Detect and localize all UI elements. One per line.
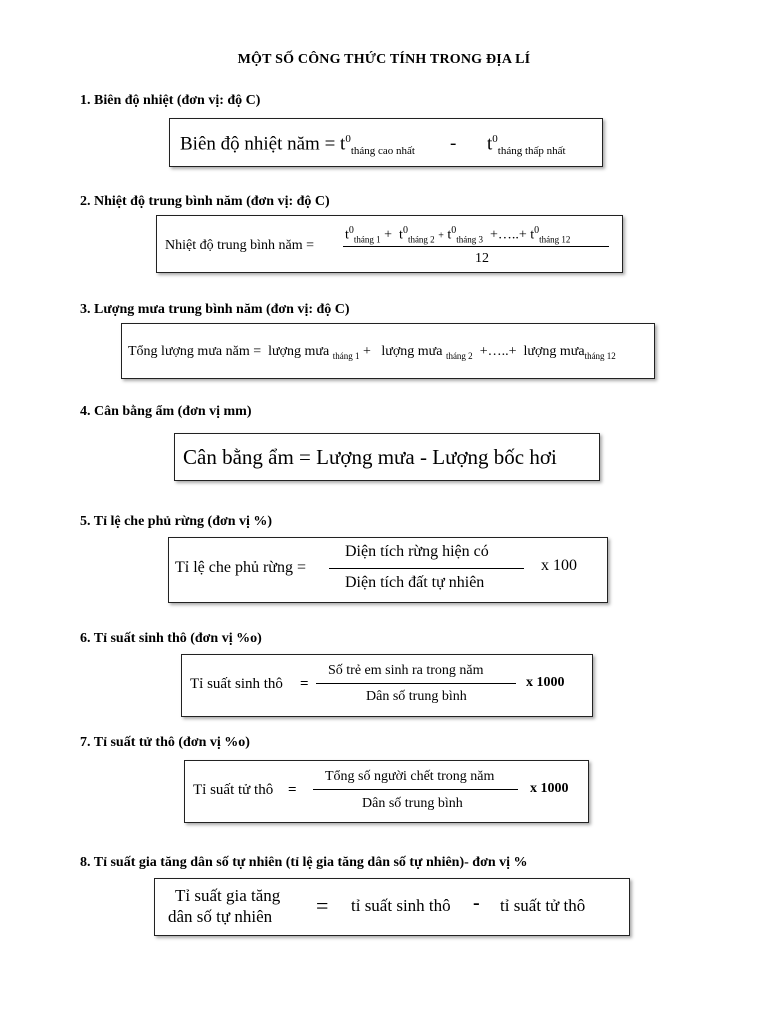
formula2-numerator — [345, 226, 570, 244]
formula3-sub2: tháng 2 — [445, 350, 473, 361]
formula2-sub12: tháng 12 — [539, 234, 571, 245]
formula2-t12: t — [530, 227, 535, 243]
formula3-plus2: +…..+ — [479, 344, 517, 359]
formula8-death-rate: tỉ suất tử thô — [500, 896, 586, 915]
formula7-denominator: Dân số trung bình — [362, 796, 463, 811]
formula2-t3: t — [447, 227, 452, 243]
formula2-lhs: Nhiệt độ trung bình năm = — [165, 238, 315, 253]
formula5-multiplier: x 100 — [541, 557, 577, 574]
formula8-birth-rate: tỉ suất sinh thô — [351, 896, 451, 915]
formula6-lhs: Tỉ suất sinh thô — [190, 676, 283, 692]
formula6-numerator: Số trẻ em sinh ra trong năm — [328, 663, 484, 678]
formula5-denominator: Diện tích đất tự nhiên — [345, 574, 485, 591]
formula5-lhs: Tỉ lệ che phủ rừng = — [175, 559, 306, 576]
formula6-equals: = — [300, 676, 309, 692]
formula1-sub1: tháng cao nhất — [350, 145, 415, 158]
formula-box-7 — [184, 760, 589, 823]
formula2-sup2: 0 — [402, 225, 408, 236]
formula2-denominator: 12 — [475, 251, 489, 266]
formula-box-3 — [121, 323, 655, 379]
formula7-numerator: Tổng số người chết trong năm — [325, 769, 495, 784]
formula1-lhs-text: Biên độ nhiệt năm = t — [180, 133, 346, 155]
formula-box-6 — [181, 654, 593, 717]
formula2-t2: t — [399, 227, 403, 243]
formula3-term12: lượng mưa — [523, 344, 585, 359]
formula7-equals: = — [288, 782, 297, 798]
formula3-lhs: Tổng lượng mưa năm = — [128, 344, 262, 359]
formula7-lhs: Tỉ suất tử thô — [193, 782, 274, 798]
formula1-term2 — [487, 134, 566, 157]
section-heading-3: 3. Lượng mưa trung bình năm (đơn vị: độ C) — [80, 302, 350, 317]
formula5-fraction-bar — [329, 568, 524, 569]
section-heading-7: 7. Tỉ suất tử thô (đơn vị %o) — [80, 735, 250, 750]
formula6-multiplier: x 1000 — [526, 675, 565, 690]
section-heading-5: 5. Tỉ lệ che phủ rừng (đơn vị %) — [80, 514, 273, 529]
section-heading-8: 8. Tỉ suất gia tăng dân số tự nhiên (tỉ lệ gia tăng dân số tự nhiên)- đơn vị % — [80, 855, 528, 870]
formula2-sub3: tháng 3 — [456, 234, 483, 245]
formula4-text: Cân bằng ẩm = Lượng mưa - Lượng bốc hơi — [183, 445, 557, 469]
formula5-numerator: Diện tích rừng hiện có — [345, 543, 489, 560]
formula6-fraction-bar — [316, 683, 516, 684]
formula1-sub2: tháng thấp nhất — [497, 145, 566, 158]
formula8-lhs-line1: Tỉ suất gia tăng — [175, 886, 281, 905]
formula-box-5 — [168, 537, 608, 603]
formula8-lhs-line2: dân số tự nhiên — [168, 907, 273, 926]
formula2-sup1: 0 — [348, 225, 354, 236]
formula2-sup3: 0 — [451, 225, 457, 236]
formula7-fraction-bar — [313, 789, 518, 790]
section-heading-4: 4. Cân bằng ẩm (đơn vị mm) — [80, 404, 252, 419]
formula2-sub1: tháng 1 — [353, 234, 381, 245]
formula2-sup12: 0 — [534, 225, 540, 236]
formula2-plus2: + — [438, 230, 444, 242]
formula3-plus1: + — [362, 344, 371, 359]
formula-box-1 — [169, 118, 603, 167]
formula8-minus: - — [473, 892, 480, 914]
section-heading-6: 6. Tỉ suất sinh thô (đơn vị %o) — [80, 631, 262, 646]
formula8-equals: = — [316, 893, 329, 918]
section-heading-1: 1. Biên độ nhiệt (đơn vị: độ C) — [80, 93, 261, 108]
formula-box-8 — [154, 878, 630, 936]
formula1-t2: t — [487, 133, 493, 155]
formula3-term1: lượng mưa — [268, 344, 330, 359]
formula7-multiplier: x 1000 — [530, 781, 569, 796]
formula3-sub12: tháng 12 — [584, 350, 616, 361]
formula6-denominator: Dân số trung bình — [366, 689, 467, 704]
formula1-sup2: 0 — [492, 133, 498, 145]
formula-box-2 — [156, 215, 623, 273]
formula-box-4 — [174, 433, 600, 481]
page-title: MỘT SỐ CÔNG THỨC TÍNH TRONG ĐỊA LÍ — [237, 52, 531, 67]
formula2-sub2: tháng 2 — [407, 234, 435, 245]
formula2-fraction-bar — [343, 246, 609, 247]
formula1-minus: - — [450, 133, 457, 154]
formula1-sup: 0 — [345, 133, 351, 145]
section-heading-2: 2. Nhiệt độ trung bình năm (đơn vị: độ C) — [80, 194, 330, 209]
formula2-t1: t — [345, 227, 349, 243]
formula3-body — [128, 345, 616, 361]
formula2-plus3: +…..+ — [489, 227, 527, 243]
formula3-sub1: tháng 1 — [332, 350, 360, 361]
formula1-lhs — [180, 134, 415, 157]
formula2-plus1: + — [384, 227, 393, 243]
formula3-term2: lượng mưa — [381, 344, 443, 359]
